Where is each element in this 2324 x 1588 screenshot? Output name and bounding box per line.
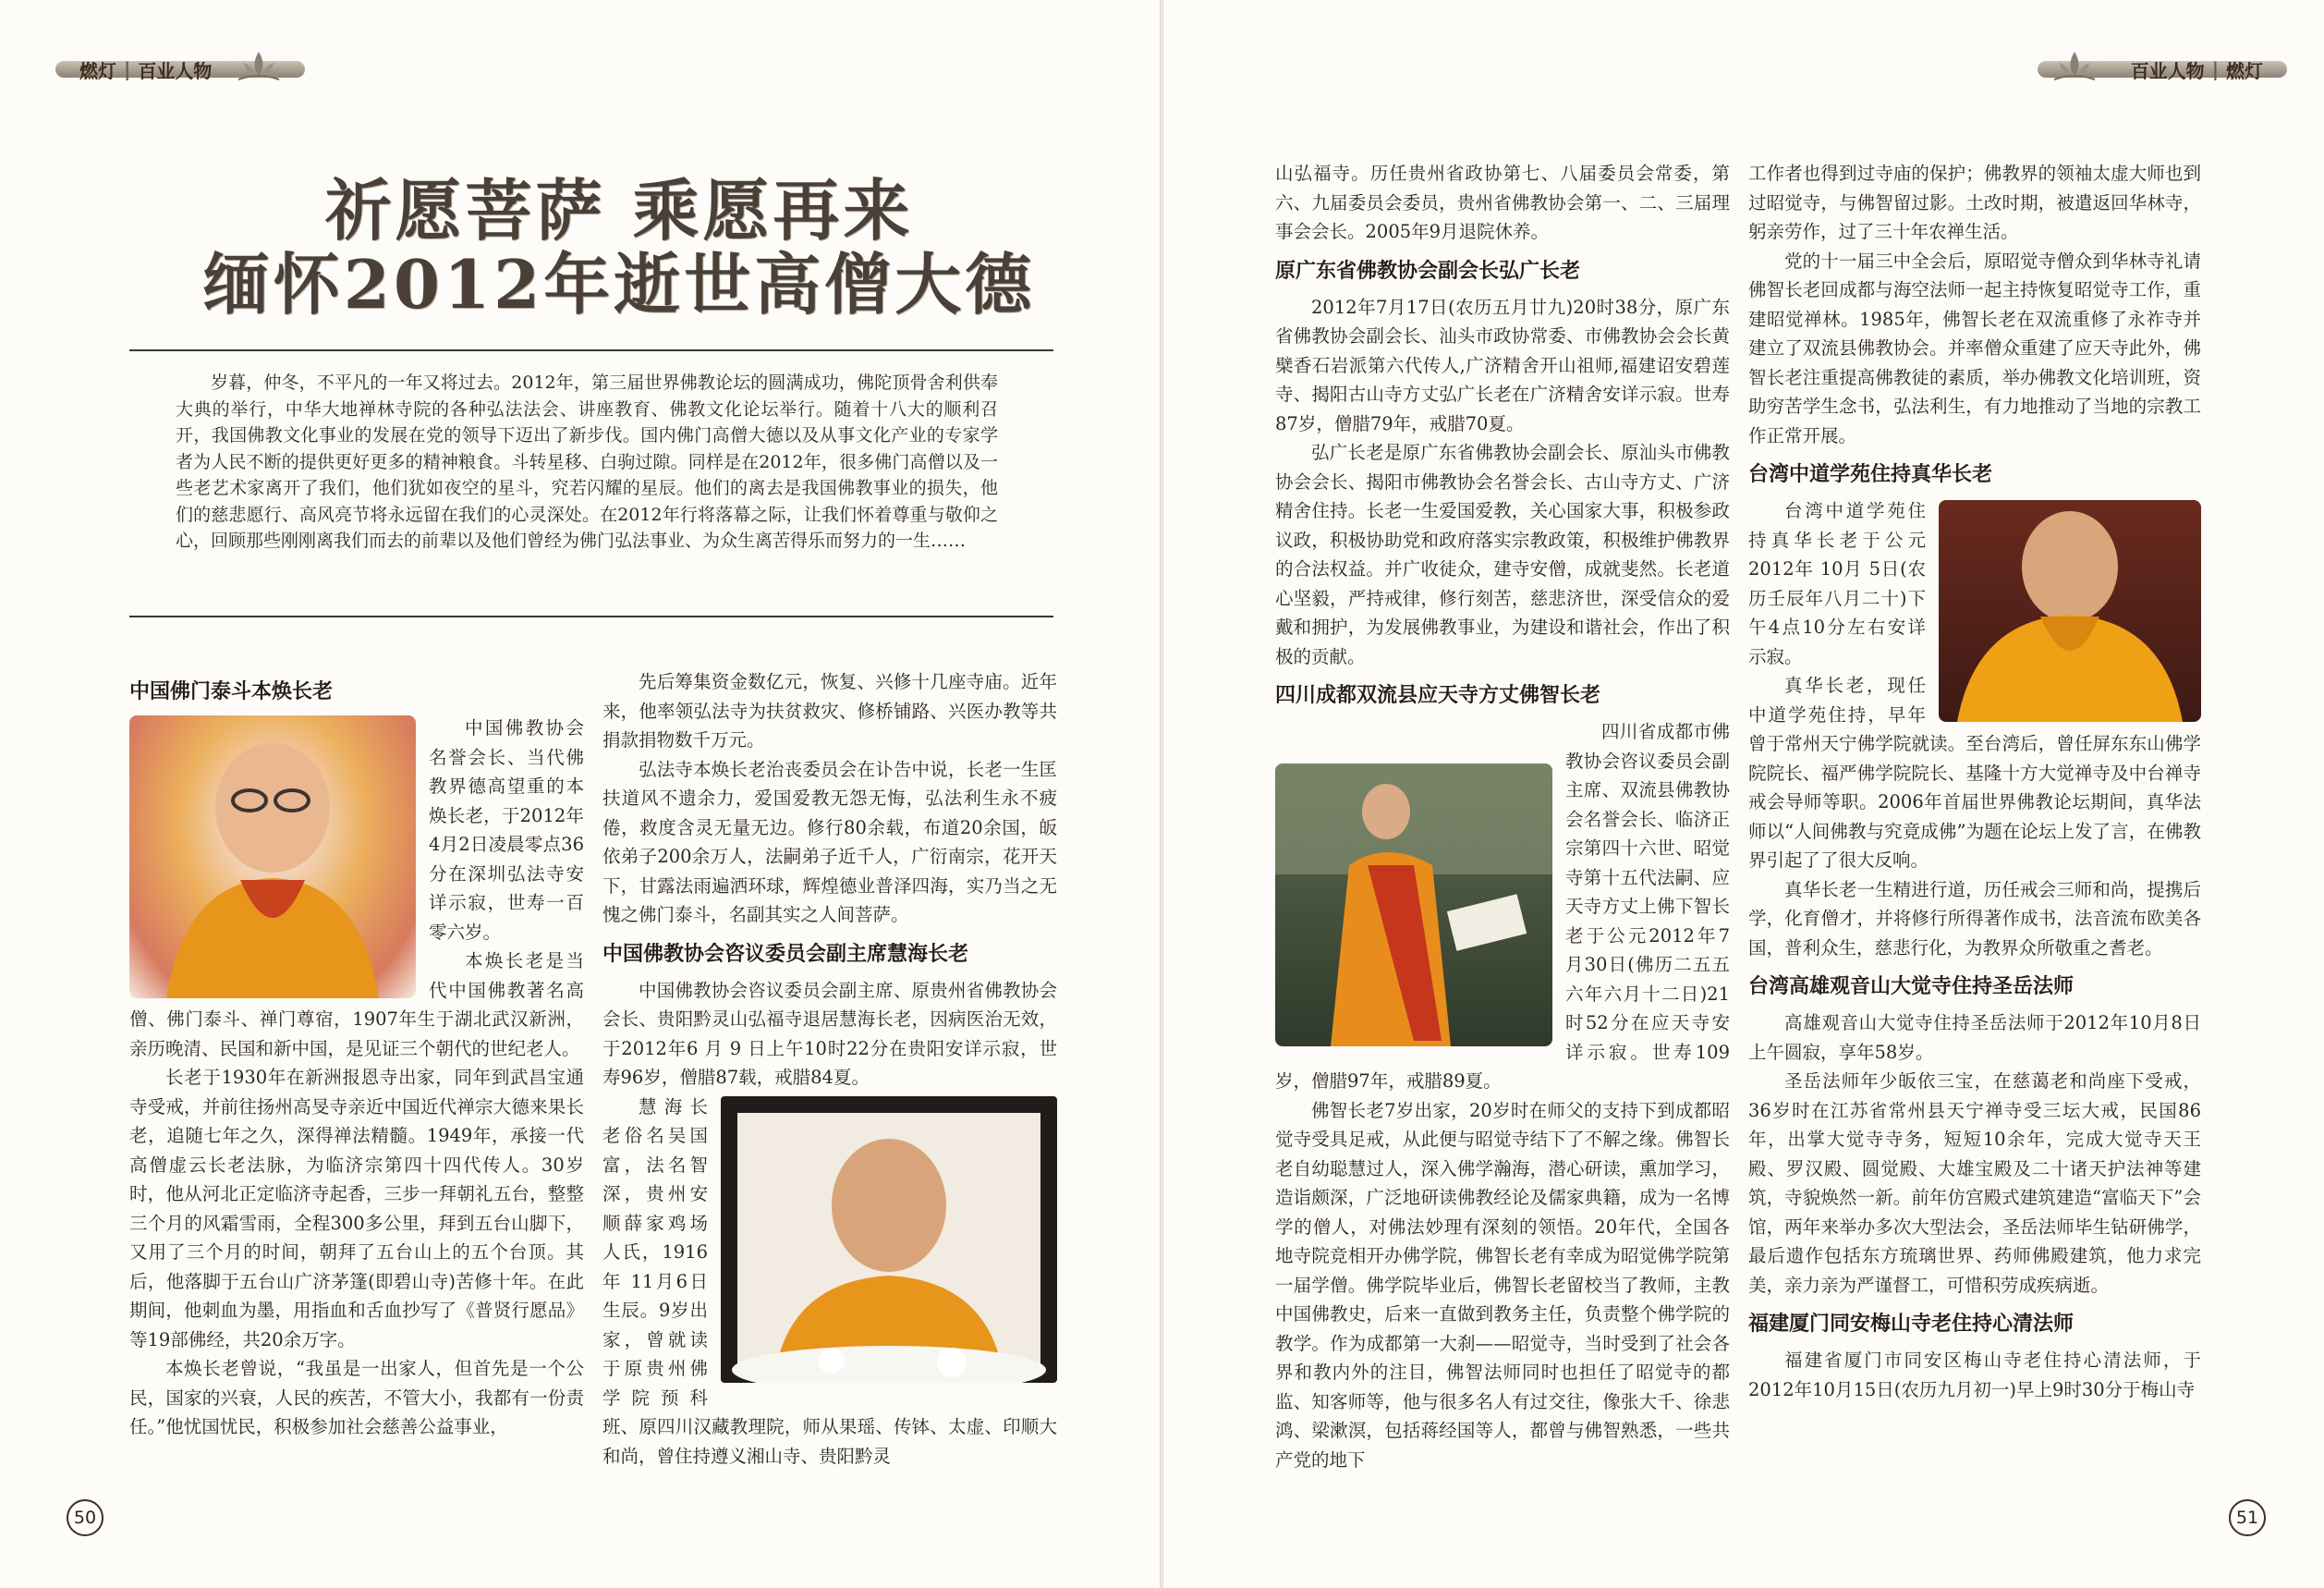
intro-paragraph: 岁暮，仲冬，不平凡的一年又将过去。2012年，第三届世界佛教论坛的圆满成功，佛陀顶骨舍利供奉大典的举行，中华大地禅林寺院的各种弘法法会、讲座教育、佛教文化论坛举行。随着十八大的顺利召开，我国佛教文化事业的发展在党的领导下迈出了新步伐。国内佛门高僧大德以及从事文化产业的专家学者为人民不断的提供更好更多的精神粮食。斗转星移、白驹过隙。同样是在2012年，很多佛门高僧以及一些老艺术家离开了我们，他们犹如夜空的星斗，究若闪耀的星辰。他们的离去是我国佛教事业的损失，他们的慈悲愿行、高风亮节将永远留在我们的心灵深处。在2012年行将落幕之际，让我们怀着尊重与敬仰之心，回顾那些刚刚离我们而去的前辈以及他们曾经为佛门弘法事业、为众生离苦得乐而努力的一生…… xyxy=(176,373,998,551)
paragraph: 党的十一届三中全会后，原昭觉寺僧众到华林寺礼请佛智长老回成都与海空法师一起主持恢复昭觉寺工作，重建昭觉禅林。1985年，佛智长老在双流重修了永祚寺并建立了双流县佛教协会。并率僧众重建了应天寺此外，佛智长老注重提高佛教徒的素质，举办佛教文化培训班，资助穷苦学生念书，弘法利生，有力地推动了当地的宗教工作正常开展。 xyxy=(1748,250,2201,446)
column-4 xyxy=(1748,159,2201,1404)
paragraph: 中国佛教协会名誉会长、当代佛教界德高望重的本焕长老，于2012年4月2日凌晨零点36分在深圳弘法寺安详示寂，世寿一百零六岁。 xyxy=(429,717,584,943)
section-heading: 原广东省佛教协会副会长弘广长老 xyxy=(1275,259,1581,283)
header-brand: 燃灯 xyxy=(2226,59,2263,82)
header-divider: | xyxy=(2211,58,2219,80)
header-brand: 燃灯 xyxy=(79,59,116,82)
paragraph: 圣岳法师年少皈依三宝，在慈蔼老和尚座下受戒，36岁时在江苏省常州县天宁禅寺受三坛大戒，民国86年，出掌大觉寺寺务，短短10余年，完成大觉寺天王殿、罗汉殿、圆觉殿、大雄宝殿及二十诸天护法神等建筑，寺貌焕然一新。前年仿宫殿式建筑建造“富临天下”会馆，两年来举办多次大型法会，圣岳法师毕生钻研佛学，最后遗作包括东方琉璃世界、药师佛殿建筑，他力求完美，亲力亲为严谨督工，可惜积劳成疾病逝。 xyxy=(1748,1070,2201,1296)
column-3 xyxy=(1275,159,1730,1474)
paragraph: 高雄观音山大觉寺住持圣岳法师于2012年10月8日上午圆寂，享年58岁。 xyxy=(1748,1012,2201,1063)
paragraph: 长老于1930年在新洲报恩寺出家，同年到武昌宝通寺受戒，并前往扬州高旻寺亲近中国近代禅宗大德来果长老，追随七年之久，深得禅法精髓。1949年，承接一代高僧虚云长老法脉，为临济宗第四十四代传人。30岁时，他从河北正定临济寺起香，三步一拜朝礼五台，整整三个月的风霜雪雨，全程300多公里，拜到五台山脚下，又用了三个月的时间，朝拜了五台山上的五个台顶。其后，他落脚于五台山广济茅篷(即碧山寺)苦修十年。在此期间，他刺血为墨，用指血和舌血抄写了《普贤行愿品》等19部佛经，共20余万字。 xyxy=(129,1067,584,1350)
paragraph: 四川省成都市佛教协会咨议委员会副主席、双流县佛教协会名誉会长、临济正宗第四十六世、昭觉寺第十五代法嗣、应天寺方丈上佛下智长老于公元2012年7月30日(佛历二五五六年六月十二日)21时52分在应天寺安详示寂。世寿109岁，僧腊97年，戒腊89夏。 xyxy=(1275,721,1730,1092)
section-heading: 中国佛教协会咨议委员会副主席慧海长老 xyxy=(602,942,969,966)
lotus-ornament-icon xyxy=(231,48,286,87)
paragraph: 山弘福寺。历任贵州省政协第七、八届委员会常委，第六、九届委员会委员，贵州省佛教协会第一、二、三届理事会会长。2005年9月退院休养。 xyxy=(1275,163,1730,242)
paragraph: 慧海长老俗名吴国富，法名智深，贵州安顺薛家鸡场人氏，1916年 11月6日生辰。9岁出家，曾就读于原贵州佛学院预科班、原四川汉藏教理院，师从果瑶、传钵、太虚、印顺大和尚，曾住持遵义湘山寺、贵阳黔灵 xyxy=(602,1095,1057,1467)
paragraph: 台湾中道学苑住持真华长老于公元 2012年 10月 5日(农历壬辰年八月二十)下午4点10分左右安详示寂。 xyxy=(1748,500,1926,667)
paragraph: 本焕长老曾说，“我虽是一出家人，但首先是一个公民，国家的兴衰，人民的疾苦，不管大小，我都有一份责任。”他忧国忧民，积极参加社会慈善公益事业， xyxy=(129,1358,584,1437)
portrait-photo-zhenhua xyxy=(1939,500,2201,722)
paragraph: 2012年7月17日(农历五月廿九)20时38分，原广东省佛教协会副会长、汕头市政协常委、市佛教协会会长黄檗香石岩派第六代传人,广济精舍开山祖师,福建诏安碧莲寺、揭阳古山寺方丈弘广长老在广济精舍安详示寂。世寿87岁，僧腊79年，戒腊70夏。 xyxy=(1275,296,1730,434)
header-section: 百业人物 xyxy=(138,59,213,82)
paragraph: 工作者也得到过寺庙的保护；佛教界的领袖太虚大师也到过昭觉寺，与佛智留过影。土改时期，被遣返回华林寺，躬亲劳作，过了三十年农禅生活。 xyxy=(1748,163,2201,242)
paragraph: 真华长老一生精进行道，历任戒会三师和尚，提携后学，化育僧才，并将修行所得著作成书，法音流布欧美各国，普利众生，慈悲行化，为教界众所敬重之耆老。 xyxy=(1748,878,2201,959)
paragraph: 真华长老，现任中道学苑住持，早年曾于常州天宁佛学院就读。至台湾后，曾任屏东东山佛学院院长、福严佛学院院长、基隆十方大觉禅寺及中台禅寺戒会导师等职。2006年首届世界佛教论坛期间，真华法师以“人间佛教与究竟成佛”为题在论坛上发了言，在佛教界引起了了很大反响。 xyxy=(1748,675,2201,871)
paragraph: 弘法寺本焕长老治丧委员会在讣告中说，长老一生匡扶道风不遗余力，爱国爱教无怨无悔，弘法利生永不疲倦，救度含灵无量无边。修行80余载，布道20余国，皈依弟子200余万人，法嗣弟子近千人，广衍南宗，花开天下，甘露法雨遍洒环球，辉煌德业普泽四海，实乃当之无愧之佛门泰斗，名副其实之人间菩萨。 xyxy=(602,758,1057,925)
monk-silhouette-icon xyxy=(1275,763,1552,1046)
article-title-line2: 缅怀2012年逝世高僧大德 xyxy=(202,245,1036,324)
paragraph: 佛智长老7岁出家，20岁时在师父的支持下到成都昭觉寺受具足戒，从此便与昭觉寺结下了不解之缘。佛智长老自幼聪慧过人，深入佛学瀚海，潜心研读，熏加学习，造诣颇深，广泛地研读佛教经论及儒家典籍，成为一名博学的僧人，对佛法妙理有深刻的领悟。20年代，全国各地寺院竞相开办佛学院，佛智长老有幸成为昭觉佛学院第一届学僧。佛学院毕业后，佛智长老留校当了教师，主教中国佛教史，后来一直做到教务主任，负责整个佛学院的教学。作为成都第一大刹——昭觉寺，当时受到了社会各界和教内外的注目，佛智法师同时也担任了昭觉寺的都监、知客师等，他与很多名人有过交往，像张大千、徐悲鸿、梁漱溟，包括蒋经国等人，都曾与佛智熟悉，一些共产党的地下 xyxy=(1275,1099,1730,1471)
header-divider: | xyxy=(124,58,131,80)
section-heading: 福建厦门同安梅山寺老住持心清法师 xyxy=(1748,1313,2075,1336)
intro-bottom-rule xyxy=(129,616,1053,617)
column-1 xyxy=(129,667,584,1442)
portrait-photo-benhuan xyxy=(129,715,416,998)
page-number-right: 51 xyxy=(2229,1499,2266,1536)
section-heading: 中国佛门泰斗本焕长老 xyxy=(129,680,334,703)
article-title-line1: 祈愿菩萨 乘愿再来 xyxy=(324,171,914,250)
running-header-right xyxy=(2038,48,2287,91)
monk-silhouette-icon xyxy=(129,715,416,998)
paragraph: 本焕长老是当代中国佛教著名高僧、佛门泰斗、禅门尊宿，1907年生于湖北武汉新洲，亲历晚清、民国和新中国，是见证三个朝代的世纪老人。 xyxy=(129,950,584,1059)
column-2 xyxy=(602,667,1057,1471)
paragraph: 中国佛教协会咨议委员会副主席、原贵州省佛教协会会长、贵阳黔灵山弘福寺退居慧海长老，因病医治无效，于2012年6 月 9 日上午10时22分在贵阳安详示寂，世寿96岁，僧腊87载，戒腊84夏。 xyxy=(602,979,1057,1088)
paragraph: 弘广长老是原广东省佛教协会副会长、原汕头市佛教协会会长、揭阳市佛教协会名誉会长、古山寺方丈、广济精舍住持。长老一生爱国爱教，关心国家大事，积极参政议政，积极协助党和政府落实宗教政策，积极维护佛教界的合法权益。并广收徒众，建寺安僧，成就斐然。长老道心坚毅，严持戒律，修行刻苦，慈悲济世，深受信众的爱戴和拥护，为发展佛教事业，为建设和谐社会，作出了积极的贡献。 xyxy=(1275,442,1730,667)
page-number-left: 50 xyxy=(67,1499,103,1536)
monk-silhouette-icon xyxy=(721,1096,1057,1383)
book-gutter xyxy=(1160,0,1163,1588)
intro-top-rule xyxy=(129,349,1053,351)
lotus-ornament-icon xyxy=(2047,48,2102,87)
paragraph: 福建省厦门市同安区梅山寺老住持心清法师，于2012年10月15日(农历九月初一)早上9时30分于梅山寺 xyxy=(1748,1350,2201,1400)
paragraph: 先后筹集资金数亿元，恢复、兴修十几座寺庙。近年来，他率领弘法寺为扶贫救灾、修桥铺路、兴医办教等共捐款捐物数千万元。 xyxy=(602,671,1057,751)
section-heading: 台湾中道学苑住持真华长老 xyxy=(1748,463,1993,486)
header-section: 百业人物 xyxy=(2130,59,2205,82)
portrait-photo-huihai xyxy=(721,1096,1057,1383)
running-header-left xyxy=(55,48,305,91)
portrait-photo-fozhi xyxy=(1275,763,1552,1046)
monk-silhouette-icon xyxy=(1939,500,2201,722)
section-heading: 四川成都双流县应天寺方丈佛智长老 xyxy=(1275,684,1601,707)
section-heading: 台湾高雄观音山大觉寺住持圣岳法师 xyxy=(1748,975,2075,998)
